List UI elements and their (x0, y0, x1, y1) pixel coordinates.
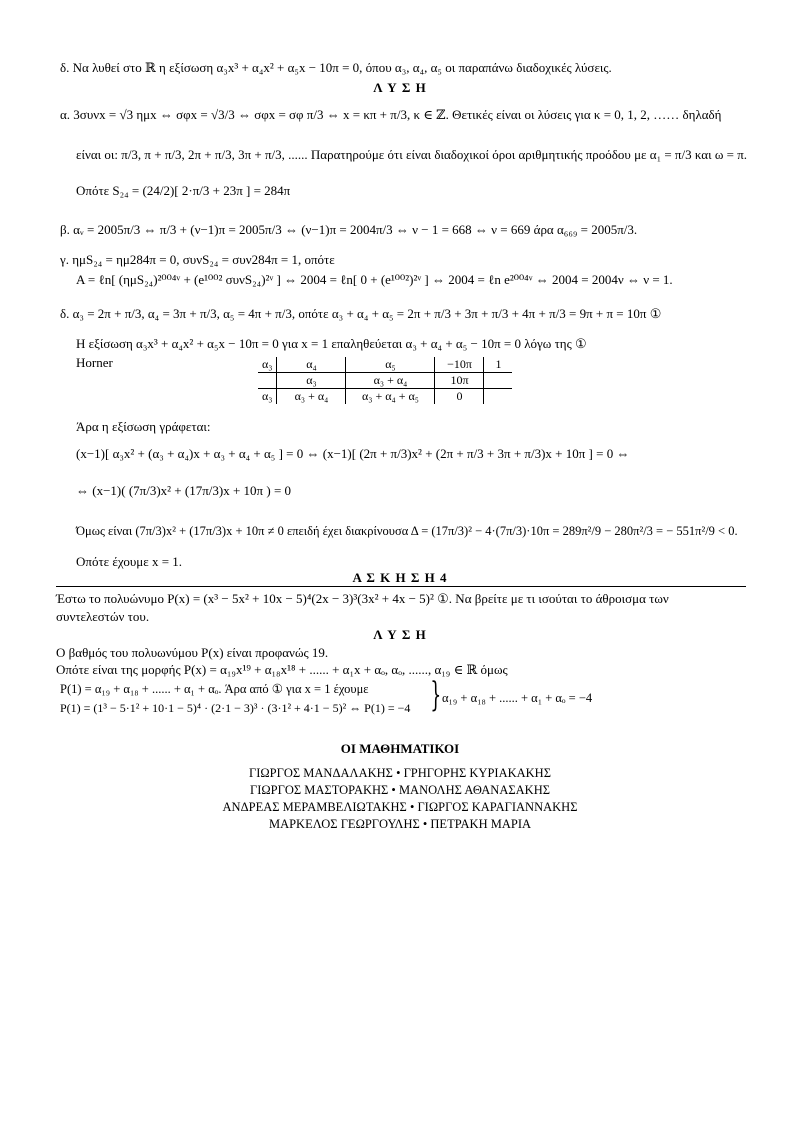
horner-cell (258, 373, 277, 389)
exercise-4-solution-line4: P(1) = (1³ − 5·1² + 10·1 − 5)⁴ · (2·1 − 3)³ · (3·1² + 4·1 − 5)² ⇔ P(1) = −4 (60, 701, 411, 715)
horner-label: Horner (76, 355, 113, 370)
solution-d-line4: (x−1)[ α₃x² + (α₃ + α₄)x + α₃ + α₄ + α₅ ] = 0 ⇔ (x−1)[ (2π + π/3)x² + (2π + π/3 + 3π + π/3)x + 10π ] = 0 ⇔ (76, 446, 630, 461)
horner-cell (484, 389, 513, 405)
horner-cell: 0 (435, 389, 484, 405)
brace-symbol: } (430, 675, 442, 715)
solution-b-line1: β. αᵥ = 2005π/3 ⇔ π/3 + (ν−1)π = 2005π/3 ⇔ (ν−1)π = 2004π/3 ⇔ ν − 1 = 668 ⇔ ν = 669 άρα α₆₆₉ = 2005π/3. (60, 222, 638, 237)
solution-c-line1: γ. ημS₂₄ = ημ284π = 0, συνS₂₄ = συν284π = 1, οπότε (60, 252, 335, 267)
horner-cell (484, 373, 513, 389)
horner-table (258, 357, 512, 404)
horner-cell: α₃ + α₄ + α₅ (346, 389, 435, 405)
horner-cell: α₃ (262, 389, 273, 403)
horner-row (258, 373, 512, 389)
solution-d-line3: Άρα η εξίσωση γράφεται: (76, 419, 211, 434)
exercise-4-question-line2: συντελεστών του. (56, 609, 150, 624)
solution-a-line2: είναι οι: π/3, π + π/3, 2π + π/3, 3π + π/3, ...... Παρατηρούμε ότι είναι διαδοχικοί όροι αριθμητικής προόδου με α₁ = π/3 και ω = π. (76, 147, 748, 162)
credits-line: ΓΙΩΡΓΟΣ ΜΑΣΤΟΡΑΚΗΣ • ΜΑΝΟΛΗΣ ΑΘΑΝΑΣΑΚΗΣ (250, 783, 550, 797)
exercise-4-solution-line1: Ο βαθμός του πολυωνύμου P(x) είναι προφανώς 19. (56, 645, 329, 660)
horner-cell: α₅ (346, 357, 435, 373)
exercise-4-solution-line3: P(1) = α₁₉ + α₁₈ + ...... + α₁ + αₒ. Άρα από ① για x = 1 έχουμε (60, 682, 369, 696)
exercise-4-question-line1: Έστω το πολυώνυμο P(x) = (x³ − 5x² + 10x − 5)⁴(2x − 3)³(3x² + 4x − 5)² ①. Να βρείτε με τι ισούται το άθροισμα των (56, 591, 669, 606)
horner-cell: −10π (435, 357, 484, 373)
horner-cell: α₃ (258, 357, 277, 373)
exercise-4-solution-line2: Οπότε είναι της μορφής P(x) = α₁₉x¹⁹ + α₁₈x¹⁸ + ...... + α₁x + αₒ, αₒ, ......, α₁₉ ∈ ℝ όμως (56, 662, 508, 677)
divider (56, 586, 746, 587)
solution-a-line3: Οπότε S₂₄ = (24/2)[ 2·π/3 + 23π ] = 284π (76, 183, 291, 198)
credits-line: ΓΙΩΡΓΟΣ ΜΑΝΔΑΛΑΚΗΣ • ΓΡΗΓΟΡΗΣ ΚΥΡΙΑΚΑΚΗΣ (249, 766, 551, 780)
solution-d-line7: Οπότε έχουμε x = 1. (76, 554, 183, 569)
credits-line: ΜΑΡΚΕΛΟΣ ΓΕΩΡΓΟΥΛΗΣ • ΠΕΤΡΑΚΗ ΜΑΡΙΑ (268, 817, 532, 831)
horner-row (258, 357, 512, 373)
solution-c-line2: A = ℓn[ (ημS₂₄)²⁰⁰⁴ᵛ + (e¹⁰⁰² συνS₂₄)²ᵛ ] ⇔ 2004 = ℓn[ 0 + (e¹⁰⁰²)²ᵛ ] ⇔ 2004 = ℓn e²⁰⁰⁴ᵛ ⇔ 2004 = 2004ν ⇔ ν = 1. (76, 272, 673, 287)
horner-cell: α₃ + α₄ (277, 389, 346, 405)
solution-d-line1: δ. α₃ = 2π + π/3, α₄ = 3π + π/3, α₅ = 4π + π/3, οπότε α₃ + α₄ + α₅ = 2π + π/3 + 3π + π/3 + 4π + π/3 = 9π + π = 10π ① (60, 306, 662, 321)
horner-row (258, 389, 512, 405)
horner-cell: 1 (484, 357, 513, 373)
solution-heading: Λ Υ Σ Η (373, 80, 427, 95)
solution-a-line1: α. 3συνx = √3 ημx ⇔ σφx = √3/3 ⇔ σφx = σφ π/3 ⇔ x = κπ + π/3, κ ∈ ℤ. Θετικές είναι οι λύσεις για κ = 0, 1, 2, …… δηλαδή (60, 107, 722, 122)
exercise-4-title: Α Σ Κ Η Σ Η 4 (352, 570, 448, 585)
question-delta: δ. Να λυθεί στο ℝ η εξίσωση α₃x³ + α₄x² + α₅x − 10π = 0, όπου α₃, α₄, α₅ οι παραπάνω διαδοχικές λύσεις. (60, 60, 612, 75)
solution-d-line5: ⇔ (x−1)( (7π/3)x² + (17π/3)x + 10π ) = 0 (76, 483, 292, 498)
solution-d-line6: Όμως είναι (7π/3)x² + (17π/3)x + 10π ≠ 0 επειδή έχει διακρίνουσα Δ = (17π/3)² − 4·(7π/3)·10π = 289π²/9 − 280π²/3 = − 551π²/9 < 0. (76, 524, 738, 538)
horner-cell: α₃ + α₄ (346, 373, 435, 389)
horner-cell: α₃ (277, 373, 346, 389)
horner-cell: 10π (435, 373, 484, 389)
credits-title: ΟΙ ΜΑΘΗΜΑΤΙΚΟΙ (340, 741, 460, 756)
exercise-4-solution-heading: Λ Υ Σ Η (373, 627, 427, 642)
horner-cell: α₄ (277, 357, 346, 373)
exercise-4-solution-result: α₁₉ + α₁₈ + ...... + α₁ + αₒ = −4 (442, 691, 593, 705)
solution-d-line2: Η εξίσωση α₃x³ + α₄x² + α₅x − 10π = 0 για x = 1 επαληθεύεται α₃ + α₄ + α₅ − 10π = 0 λόγω της ① (76, 336, 587, 351)
credits-line: ΑΝΔΡΕΑΣ ΜΕΡΑΜΒΕΛΙΩΤΑΚΗΣ • ΓΙΩΡΓΟΣ ΚΑΡΑΓΙΑΝΝΑΚΗΣ (222, 800, 578, 814)
